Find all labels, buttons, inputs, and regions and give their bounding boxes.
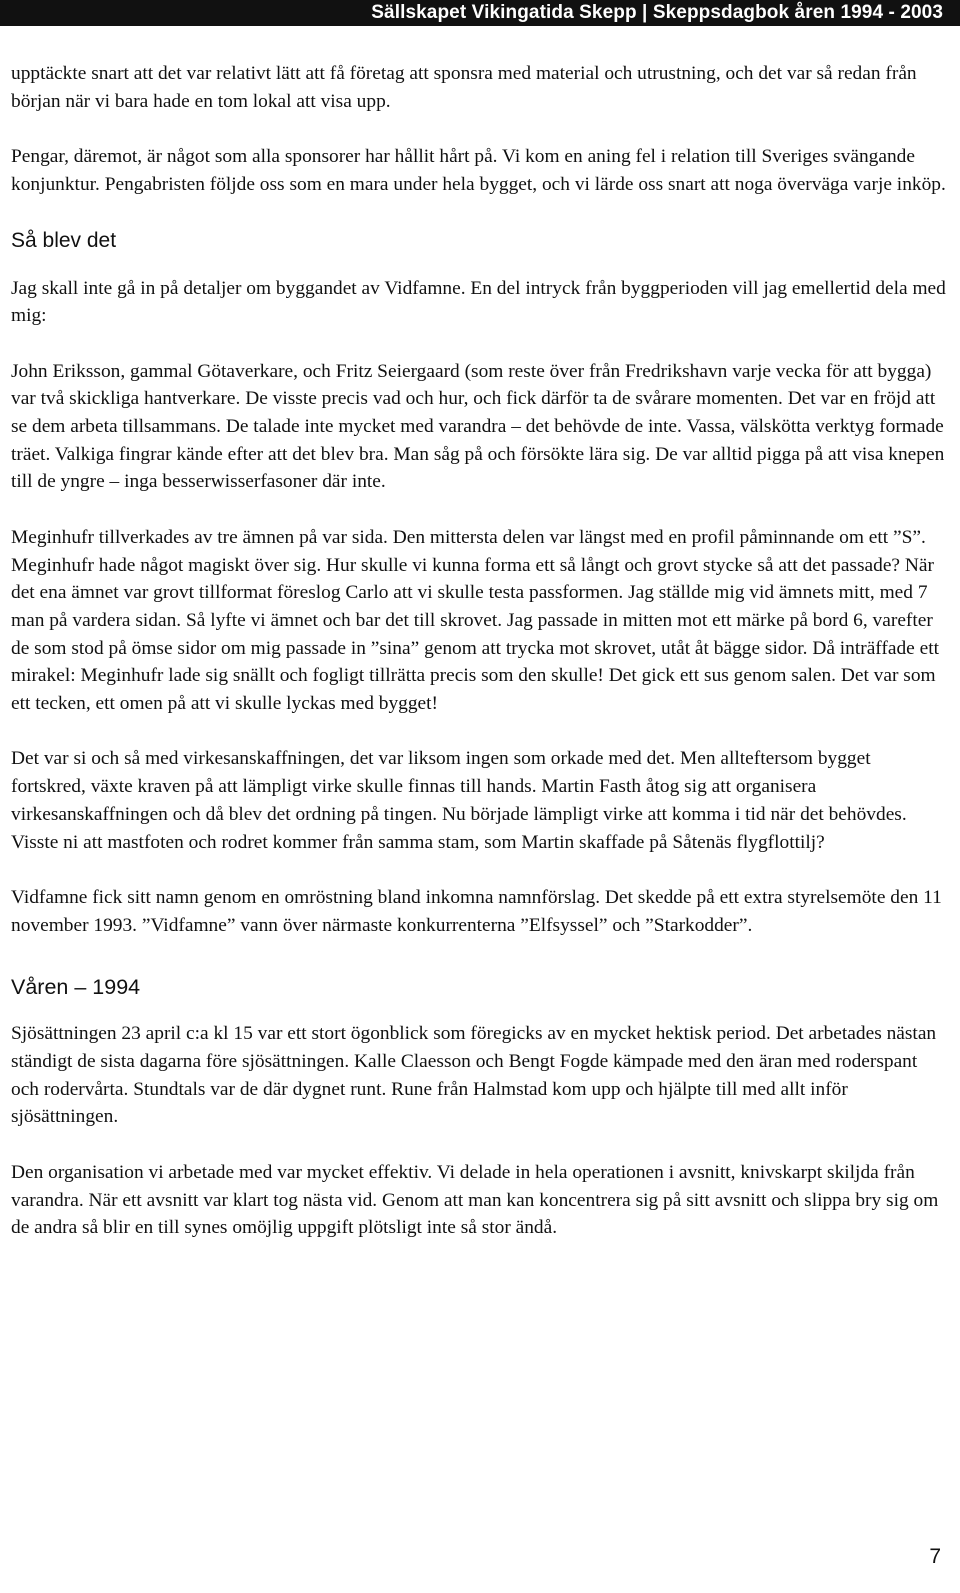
paragraph: Sjösättningen 23 april c:a kl 15 var ett stort ögonblick som föregicks av en mycket hektisk period. Det arbetades nästan ständigt de sista dagarna före sjösättningen. Kalle Claesson och Bengt Fogde kämpade med den äran med roderspant och rodervårta. Stundtals var de där dygnet runt. Rune från Halmstad kom upp och hjälpte till med allt inför sjösättningen. [11,1023,937,1128]
paragraph: Pengar, däremot, är något som alla sponsorer har hållit hårt på. Vi kom en aning fel i relation till Sveriges svängande konjunktur. Pengabristen följde oss som en mara under hela bygget, och vi lärde oss snart att noga överväga varje inköp. [11,146,946,195]
page-header [0,0,960,26]
header-title: Sällskapet Vikingatida Skepp | Skeppsdagbok åren 1994 - 2003 [371,2,943,23]
section-heading: Så blev det [11,228,117,252]
paragraph: Jag skall inte gå in på detaljer om byggandet av Vidfamne. En del intryck från byggperioden vill jag emellertid dela med mig: [11,277,946,327]
paragraph: Den organisation vi arbetade med var mycket effektiv. Vi delade in hela operationen i avsnitt, knivskarpt skiljda från varandra. När ett avsnitt var klart tog nästa vid. Genom att man kan koncentrera sig på sitt avsnitt och slippa bry sig om de andra så blir en till synes omöjlig uppgift plötsligt inte så stor ändå. [11,1161,939,1239]
paragraph: Meginhufr tillverkades av tre ämnen på var sida. Den mittersta delen var längst med en profil påminnande om ett ”S”. Meginhufr hade något magiskt över sig. Hur skulle vi kunna forma ett så långt och grovt stycke så att det passade? När det ena ämnet var grovt tillformat föreslog Carlo att vi skulle testa passformen. Jag ställde mig vid ämnets mitt, med 7 man på vardera sidan. Så lyfte vi ämnet och bar det till skrovet. Jag passade in mitten mot ett märke på bord 6, varefter de som stod på ömse sidor om mig passade in ”sina” genom att trycka mot skrovet, utåt åt bägge sidor. Då inträffade ett mirakel: Meginhufr lade sig snällt och fogligt tillrätta precis som den skulle! Det gick ett sus genom salen. Det var som ett tecken, ett omen på att vi skulle lyckas med bygget! [11,526,940,715]
paragraph: Det var si och så med virkesanskaffningen, det var liksom ingen som orkade med det. Men allteftersom bygget fortskred, växte kraven på att lämpligt virke skulle finnas till hands. Martin Fasth åtog sig att organisera virkesanskaffningen och då blev det ordning på tingen. Nu började lämpligt virke att komma i tid när det behövdes. Visste ni att mastfoten och rodret kommer från samma stam, som Martin skaffade på Såtenäs flygflottilj? [11,748,907,853]
paragraph: upptäckte snart att det var relativt lätt att få företag att sponsra med material och utrustning, och det var så redan från början när vi bara hade en tom lokal att visa upp. [11,63,917,112]
page-number: 7 [929,1545,941,1568]
document-body [11,60,949,1242]
paragraph: John Eriksson, gammal Götaverkare, och Fritz Seiergaard (som reste över från Fredrikshavn varje vecka för att bygga) var två skickliga hantverkare. De visste precis vad och hur, och fick därför ta de svårare momenten. Det var en fröjd att se dem arbeta tillsammans. De talade inte mycket med varandra – det behövde de inte. Vassa, välskötta verktyg formade träet. Valkiga fingrar kände efter att det blev bra. Man såg på och försökte lära sig. De var alltid pigga på att visa knepen till de yngre – inga besserwisserfasoner där inte. [11,360,945,493]
paragraph: Vidfamne fick sitt namn genom en omröstning bland inkomna namnförslag. Det skedde på ett extra styrelsemöte den 11 november 1993. ”Vidfamne” vann över närmaste konkurrenterna ”Elfsyssel” och ”Starkodder”. [11,886,942,936]
section-heading: Våren – 1994 [11,975,141,1000]
